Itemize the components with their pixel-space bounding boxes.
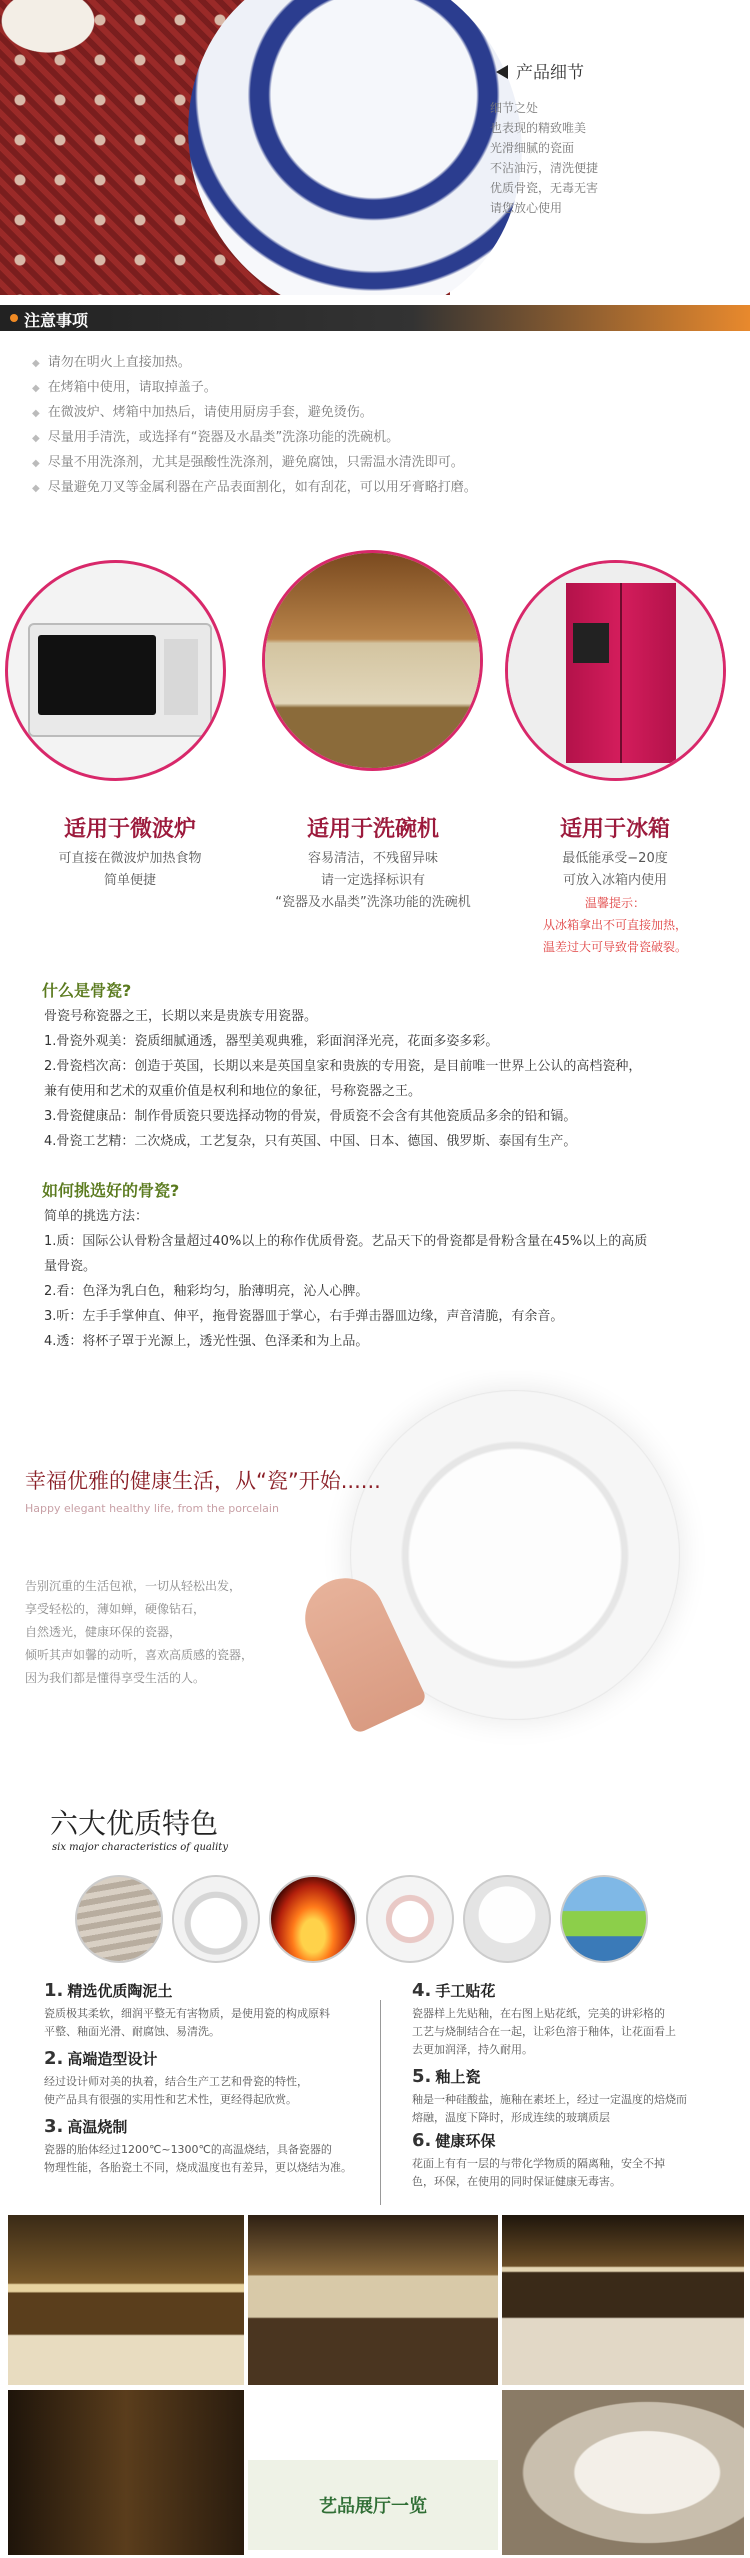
showroom-photo	[248, 2215, 498, 2385]
dishwasher-desc: 容易清洁，不残留异味 请一定选择标识有 “瓷器及水晶类”洗涤功能的洗碗机	[275, 851, 471, 910]
dishwasher-image	[262, 550, 483, 771]
detail-line: 细节之处	[490, 101, 539, 115]
product-detail-title: 产品细节	[496, 58, 584, 83]
feature-item: 4. 手工贴花 瓷器样上先贴釉，在右图上贴花纸，完美的讲彩格的 工艺与烧制结合在一起，让彩色溶于釉体，让花面看上 去更加润泽，持久耐用。	[412, 1980, 676, 2056]
refrigerator-title: 适用于冰箱	[559, 817, 670, 842]
microwave-desc: 可直接在微波炉加热食物 简单便捷	[58, 851, 202, 888]
notice-item: ◆ 尽量用手清洗，或选择有“瓷器及水晶类”洗涤功能的洗碗机。	[32, 426, 477, 451]
detail-line: 优质骨瓷，无毒无害	[490, 181, 599, 195]
feature-item: 1. 精选优质陶泥土 瓷质极其柔软，细润平整无有害物质，是使用瓷的构成原料 平整、釉面光滑、耐腐蚀、易清洗。	[44, 1980, 330, 2038]
notice-title-bar	[0, 305, 750, 331]
showroom-photo	[502, 2390, 744, 2555]
coral-decoration-image	[0, 0, 120, 70]
feature-item: 3. 高温烧制 瓷器的胎体经过1200℃~1300℃的高温烧结，具备瓷器的 物理性能，各胎瓷土不同，烧成温度也有差异，更以烧结为准。	[44, 2116, 352, 2174]
dishwasher-title: 适用于洗碗机	[306, 817, 439, 842]
fire-image	[269, 1875, 357, 1963]
notice-section	[0, 295, 750, 550]
what-is-bone-china-heading: 什么是骨瓷?	[42, 981, 132, 1000]
clay-image	[75, 1875, 163, 1963]
bullet-dot-icon	[10, 314, 18, 322]
design-image	[172, 1875, 260, 1963]
divider	[380, 2000, 381, 2205]
detail-line: 也表现的精致唯美	[490, 121, 587, 135]
life-text: 告别沉重的生活包袱，一切从轻松出发， 享受轻松的，薄如蝉，硬像钻石， 自然透光，健康环保的瓷器， 倾听其声如馨的动听，喜欢高质感的瓷器， 因为我们都是懂得享受生活的人。	[25, 1579, 254, 1685]
product-detail-lines	[490, 98, 598, 218]
detail-line: 不沾油污，清洗便捷	[490, 161, 599, 175]
warm-tip: 温馨提示：	[584, 896, 645, 910]
showroom-label: 艺品展厅一览	[319, 2496, 427, 2517]
notice-item: ◆ 尽量避免刀叉等金属利器在产品表面割化，如有刮花，可以用牙膏略打磨。	[32, 476, 477, 501]
decal-image	[366, 1875, 454, 1963]
product-detail-section	[0, 0, 750, 295]
life-slogan: 幸福优雅的健康生活，从“瓷”开始......	[25, 1469, 381, 1493]
triangle-left-icon	[496, 65, 508, 79]
feature-item: 5. 釉上瓷 釉是一种硅酸盐，施釉在素坯上，经过一定温度的焙烧而 熔融，温度下降时，形成连续的玻璃质层	[412, 2066, 687, 2124]
detail-line: 光滑细腻的瓷面	[490, 141, 575, 155]
feature-item: 6. 健康环保 花面上有有一层的与带化学物质的隔离釉，安全不掉 色，环保，在使用的同时保证健康无毒害。	[412, 2130, 665, 2188]
six-features-title: 六大优质特色	[50, 1807, 219, 1840]
notice-item: ◆ 尽量不用洗涤剂，尤其是强酸性洗涤剂，避免腐蚀，只需温水清洗即可。	[32, 451, 477, 476]
microwave-image	[5, 560, 226, 781]
refrigerator-image	[505, 560, 726, 781]
showroom-photo	[502, 2215, 744, 2385]
six-features-subtitle: six major characteristics of quality	[52, 1842, 228, 1853]
appliances-section	[0, 550, 750, 970]
showroom-section	[0, 2210, 750, 2558]
notice-item: ◆ 请勿在明火上直接加热。	[32, 351, 477, 376]
notice-item: ◆ 在微波炉、烤箱中加热后，请使用厨房手套，避免烫伤。	[32, 401, 477, 426]
life-slogan-en: Happy elegant healthy life, from the porcelain	[25, 1502, 279, 1515]
bone-china-intro: 骨瓷号称瓷器之王，长期以来是贵族专用瓷器。 1.骨瓷外观美：瓷质细腻通透，器型美观典雅，彩面润泽光亮，花面多姿多彩。 2.骨瓷档次高：创造于英国，长期以来是英国皇家和贵族的专用瓷，是目前唯一世界上公认的高档瓷种， 兼有使用和艺术的双重价值是权利和地位的象征，号称瓷器之王。 3.骨瓷健康品：制作骨质瓷只要选择动物的骨炭，骨质瓷不会含有其他瓷质品多余的铅和镉。 4.骨瓷工艺精：二次烧成，工艺复杂，只有英国、中国、日本、德国、俄罗斯、泰国有生产。	[44, 1009, 642, 1149]
refrigerator-desc: 最低能承受−20度 可放入冰箱内使用 温馨提示： 从冰箱拿出不可直接加热， 温差过大可导致骨瓷破裂。	[490, 848, 740, 958]
how-to-choose-text: 简单的挑选方法： 1.质：国际公认骨粉含量超过40%以上的称作优质骨瓷。艺品天下的骨瓷都是骨粉含量在45%以上的高质 量骨瓷。 2.看：色泽为乳白色，釉彩均匀，胎薄明亮，沁人心脾。 3.听：左手手掌伸直、伸平，拖骨瓷器皿于掌心，右手弹击器皿边缘，声音清脆，有余音。 4.透：将杯子罩于光源上，透光性强、色泽柔和为上品。	[44, 1209, 648, 1349]
glaze-image	[463, 1875, 551, 1963]
detail-line: 请您放心使用	[490, 201, 563, 215]
microwave-title: 适用于微波炉	[63, 817, 196, 842]
showroom-label-box	[248, 2460, 498, 2550]
eco-image	[560, 1875, 648, 1963]
notice-list	[32, 351, 477, 501]
six-features-section	[0, 1780, 750, 2210]
notice-item: ◆ 在烤箱中使用，请取掉盖子。	[32, 376, 477, 401]
feature-item: 2. 高端造型设计 经过设计师对美的执着，结合生产工艺和骨瓷的特性， 使产品具有很强的实用性和艺术性，更经得起欣赏。	[44, 2048, 308, 2106]
bone-china-section	[0, 970, 750, 1370]
how-to-choose-heading: 如何挑选好的骨瓷?	[42, 1181, 180, 1200]
happy-life-section	[0, 1370, 750, 1780]
showroom-photo	[8, 2215, 244, 2385]
notice-title: 注意事项	[24, 311, 89, 330]
showroom-photo	[8, 2390, 244, 2555]
